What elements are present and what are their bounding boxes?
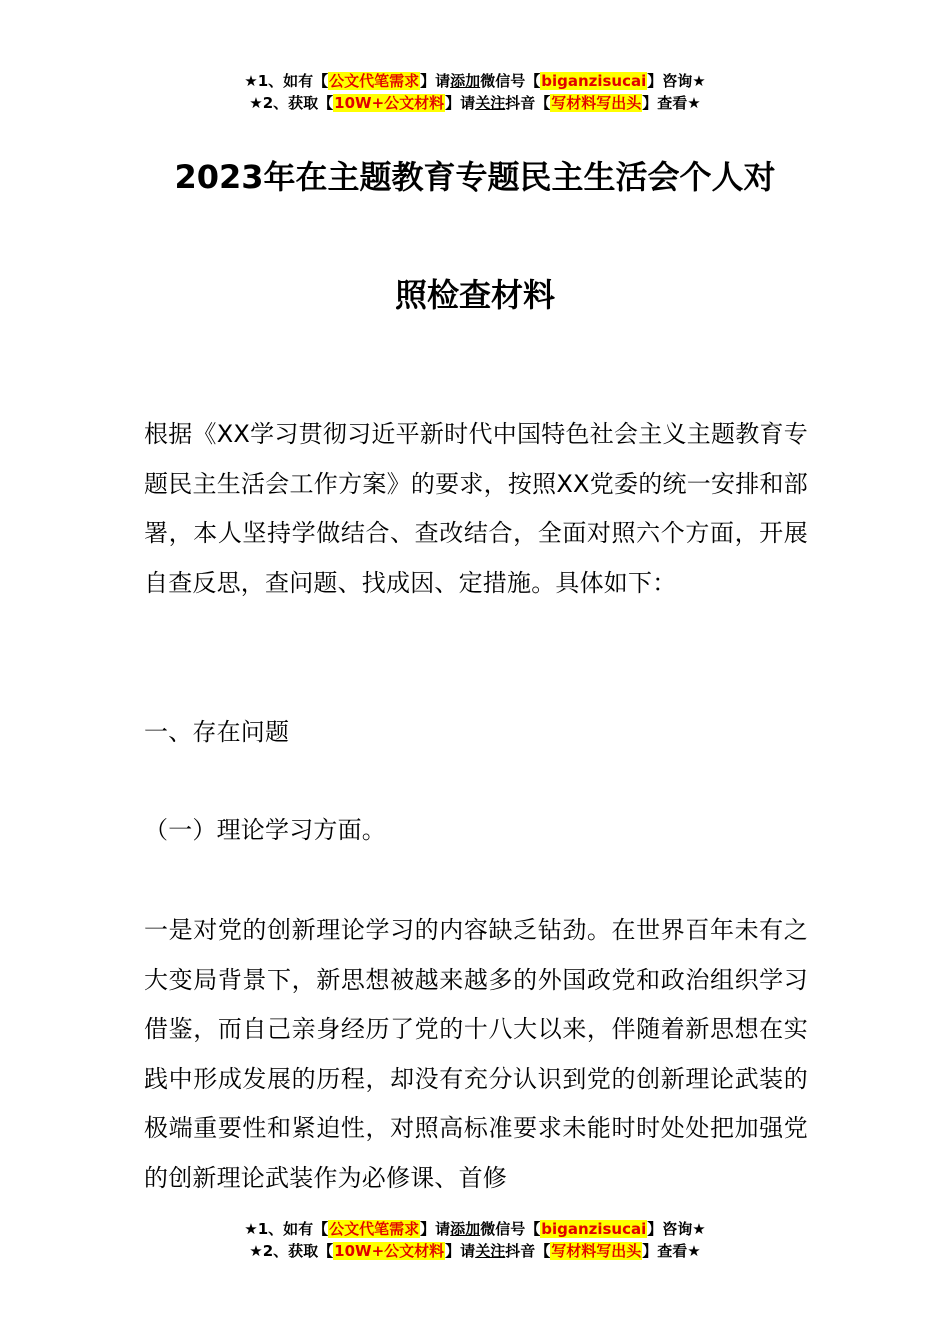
banner-highlight: 10W+公文材料 [334,1242,445,1260]
star-icon: ★ [244,72,258,90]
banner-douyin-id: 写材料写出头 [551,1242,642,1260]
intro-paragraph: 根据《XX学习贯彻习近平新时代中国特色社会主义主题教育专题民主生活会工作方案》的要求，按照XX党委的统一安排和部署，本人坚持学做结合、查改结合，全面对照六个方面，开展自查反思，查问题、找成因、定措施。具体如下： [144,420,808,597]
document-title-line-2: 照检查材料 [394,276,555,314]
star-icon: ★ [687,94,701,112]
banner-douyin-id: 写材料写出头 [551,94,642,112]
banner-highlight: 公文代笔需求 [329,1220,420,1238]
star-icon: ★ [249,94,263,112]
star-icon: ★ [244,1220,258,1238]
body-paragraph: 一是对党的创新理论学习的内容缺乏钻劲。在世界百年未有之大变局背景下，新思想被越来越多的外国政党和政治组织学习借鉴，而自己亲身经历了党的十八大以来，伴随着新思想在实践中形成发展的历程，却没有充分认识到党的创新理论武装的极端重要性和紧迫性，对照高标准要求未能时时处处把加强党的创新理论武装作为必修课、首修 [144,916,808,1192]
bottom-banner [0,1218,950,1262]
star-icon: ★ [687,1242,701,1260]
star-icon: ★ [692,1220,706,1238]
document-title-line-1: 2023年在主题教育专题民主生活会个人对 [174,158,776,196]
star-icon: ★ [692,72,706,90]
section-heading: 一、存在问题 [144,718,290,746]
subsection-heading: （一）理论学习方面。 [144,816,386,844]
top-banner [0,70,950,114]
banner-line-2: ★2、获取【10W+公文材料】请关注抖音【写材料写出头】查看★ [249,1242,701,1260]
banner-wechat-id: biganzisucai [541,72,647,90]
banner-line-1: ★1、如有【公文代笔需求】请添加微信号【biganzisucai】咨询★ [244,72,706,90]
banner-line-1: ★1、如有【公文代笔需求】请添加微信号【biganzisucai】咨询★ [244,1220,706,1238]
banner-highlight: 10W+公文材料 [334,94,445,112]
banner-wechat-id: biganzisucai [541,1220,647,1238]
star-icon: ★ [249,1242,263,1260]
banner-line-2: ★2、获取【10W+公文材料】请关注抖音【写材料写出头】查看★ [249,94,701,112]
banner-highlight: 公文代笔需求 [329,72,420,90]
